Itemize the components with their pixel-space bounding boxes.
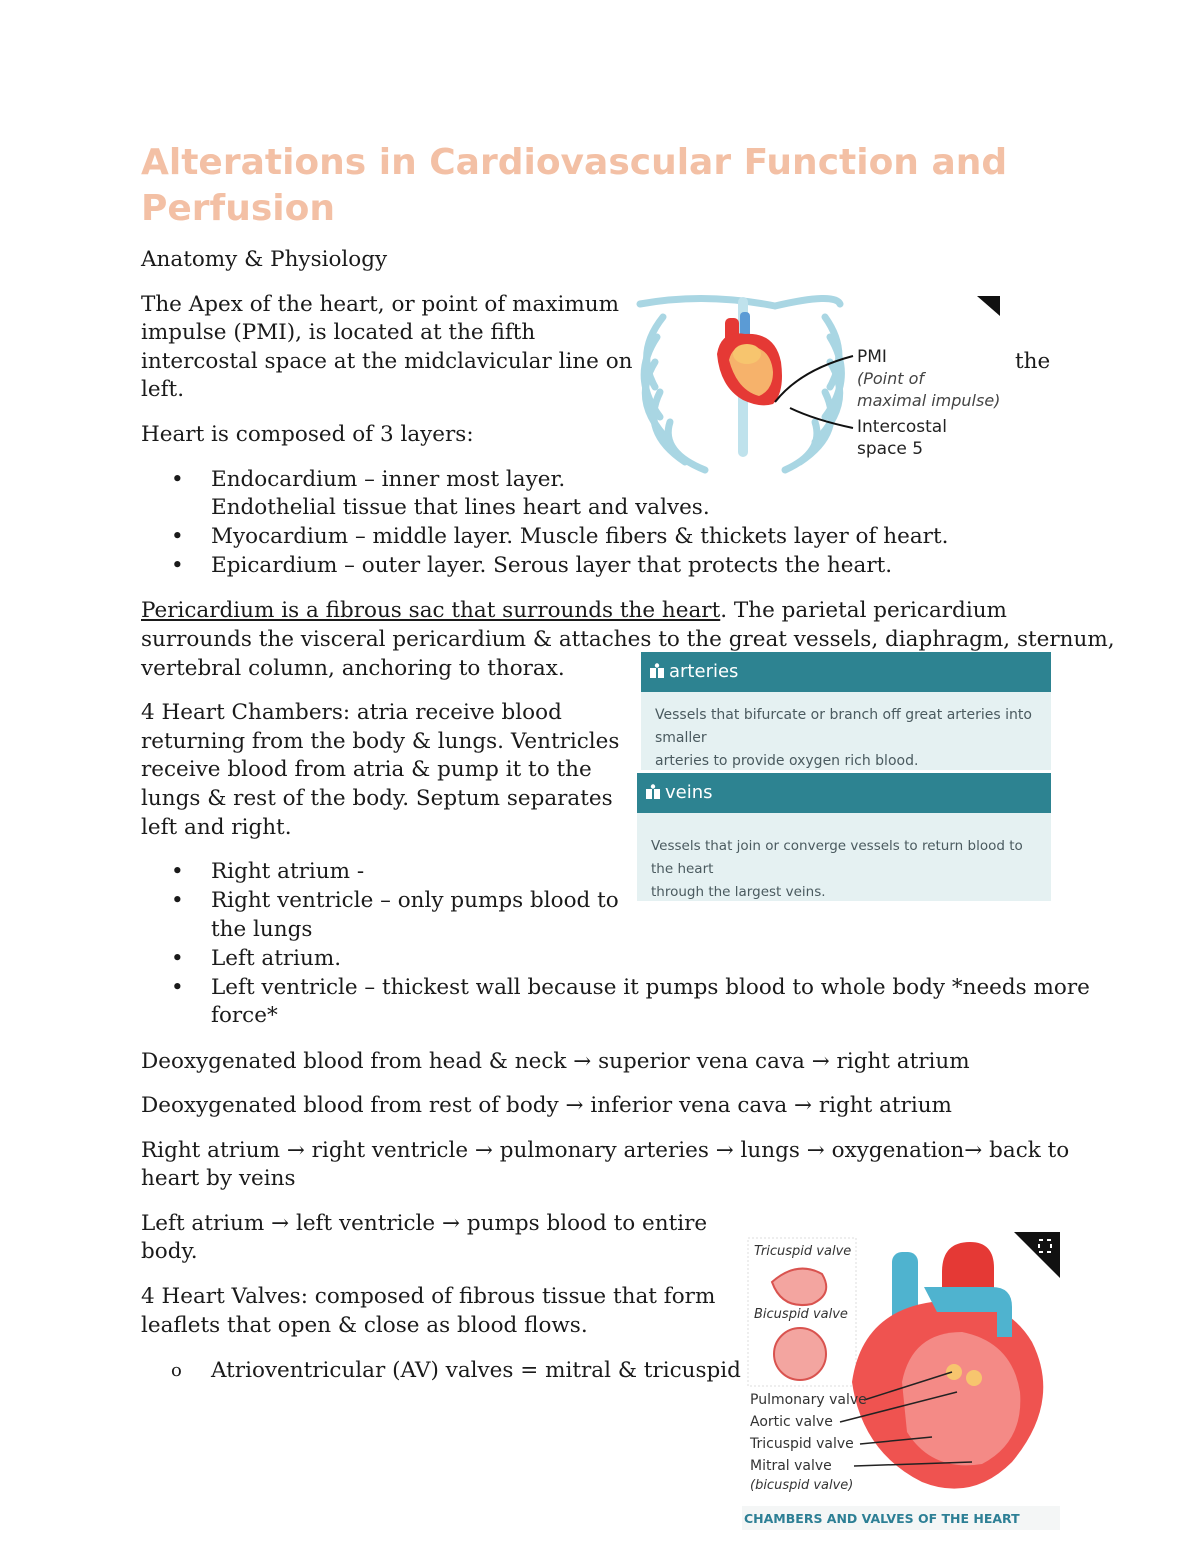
layer-item-2: Myocardium – middle layer. Muscle fibers & thickets layer of heart. [211, 524, 949, 549]
apex-line-1: The Apex of the heart, or point of maximum [141, 292, 619, 317]
apex-line-4: left. [141, 377, 185, 402]
pmi-desc-2: maximal impulse) [857, 391, 1001, 410]
chamber-item-4: Left ventricle – thickest wall because it pumps blood to whole body *needs more [211, 975, 1090, 1000]
intercostal-label-2: space 5 [857, 439, 924, 459]
veins-card-body [637, 813, 1051, 901]
apex-line-3-end: the [1015, 349, 1051, 374]
chambers-line-1: 4 Heart Chambers: atria receive blood [141, 700, 562, 725]
layer-item-1-cont: Endothelial tissue that lines heart and valves. [211, 495, 710, 520]
bullet-icon: • [171, 946, 184, 971]
heart-small-illustration [717, 312, 782, 405]
pmi-desc-1: (Point of [857, 369, 925, 388]
apex-line-2: impulse (PMI), is located at the fifth [141, 320, 536, 345]
pmi-label: PMI [857, 347, 887, 367]
bullet-icon: • [171, 859, 184, 884]
heart-valves-diagram [742, 1232, 1060, 1532]
valves-line-2: leaflets that open & close as blood flows. [141, 1313, 588, 1338]
bullet-icon: • [171, 888, 184, 913]
bullet-icon: • [171, 467, 184, 492]
bullet-icon: • [171, 524, 184, 549]
expand-corner-icon[interactable] [977, 296, 1000, 316]
veins-card-text-1: Vessels that join or converge vessels to return blood to the heart [651, 838, 1023, 877]
arteries-card-title: arteries [669, 661, 739, 682]
circle-bullet-icon: o [171, 1360, 182, 1381]
pericardium-line-1 [141, 596, 1007, 625]
flow-line-2: Deoxygenated blood from rest of body → inferior vena cava → right atrium [141, 1093, 952, 1118]
book-icon [645, 784, 661, 800]
chamber-item-4-cont: force* [211, 1003, 278, 1028]
veins-card-title: veins [665, 782, 713, 803]
chambers-line-3: receive blood from atria & pump it to the [141, 757, 592, 782]
chamber-item-2-cont: the lungs [211, 917, 313, 942]
pericardium-rest: . The parietal pericardium [720, 598, 1007, 623]
flow-line-3-cont: heart by veins [141, 1166, 296, 1191]
flow-line-1: Deoxygenated blood from head & neck → superior vena cava → right atrium [141, 1049, 970, 1074]
layer-item-1: Endocardium – inner most layer. [211, 467, 566, 492]
label-bicuspid-note: (bicuspid valve) [750, 1478, 854, 1493]
bullet-icon: • [171, 975, 184, 1000]
pericardium-line-2: surrounds the visceral pericardium & attaches to the great vessels, diaphragm, sternum, [141, 627, 1115, 652]
flow-line-4: Left atrium → left ventricle → pumps blood to entire [141, 1211, 708, 1236]
flow-line-4-cont: body. [141, 1239, 198, 1264]
section-heading: Anatomy & Physiology [141, 247, 388, 272]
pmi-diagram [625, 292, 1015, 482]
label-mitral-valve: Mitral valve [750, 1458, 832, 1474]
label-tricuspid-valve: Tricuspid valve [750, 1436, 854, 1452]
figure-caption: CHAMBERS AND VALVES OF THE HEART [744, 1511, 1020, 1526]
chamber-item-3: Left atrium. [211, 946, 342, 971]
apex-line-3: intercostal space at the midclavicular line on [141, 349, 633, 374]
intercostal-label-1: Intercostal [857, 417, 947, 437]
arteries-card-text-2: arteries to provide oxygen rich blood. [655, 753, 919, 769]
chambers-line-5: left and right. [141, 815, 292, 840]
chamber-item-1: Right atrium - [211, 859, 365, 884]
page-title: Alterations in Cardiovascular Function and Perfusion [141, 142, 1008, 229]
bicuspid-valve-icon [774, 1328, 826, 1380]
layers-intro: Heart is composed of 3 layers: [141, 422, 474, 447]
chamber-item-2: Right ventricle – only pumps blood to [211, 888, 619, 913]
chambers-line-2: returning from the body & lungs. Ventricles [141, 729, 620, 754]
arteries-card-body [641, 692, 1051, 770]
fullscreen-corner-icon[interactable] [1014, 1232, 1060, 1278]
chambers-line-4: lungs & rest of the body. Septum separates [141, 786, 613, 811]
bullet-icon: • [171, 553, 184, 578]
veins-card-text-2: through the largest veins. [651, 884, 826, 900]
pericardium-underlined: Pericardium is a fibrous sac that surrounds the heart [141, 598, 721, 623]
inset-tricuspid-label: Tricuspid valve [754, 1244, 852, 1259]
book-icon [649, 663, 665, 679]
flow-line-3: Right atrium → right ventricle → pulmonary arteries → lungs → oxygenation→ back to [141, 1138, 1070, 1163]
label-pulmonary-valve: Pulmonary valve [750, 1392, 867, 1408]
label-aortic-valve: Aortic valve [750, 1414, 833, 1430]
layer-item-3: Epicardium – outer layer. Serous layer that protects the heart. [211, 553, 893, 578]
arteries-card-header [641, 652, 1051, 692]
inset-bicuspid-label: Bicuspid valve [754, 1307, 848, 1322]
valves-item-1: Atrioventricular (AV) valves = mitral & tricuspid [211, 1358, 741, 1383]
pericardium-line-3: vertebral column, anchoring to thorax. [141, 656, 565, 681]
arteries-card-text-1: Vessels that bifurcate or branch off great arteries into smaller [655, 707, 1032, 746]
heart-large-illustration [852, 1242, 1043, 1489]
valves-line-1: 4 Heart Valves: composed of fibrous tissue that form [141, 1284, 716, 1309]
tricuspid-valve-icon [772, 1269, 826, 1306]
veins-card-header [637, 773, 1051, 813]
